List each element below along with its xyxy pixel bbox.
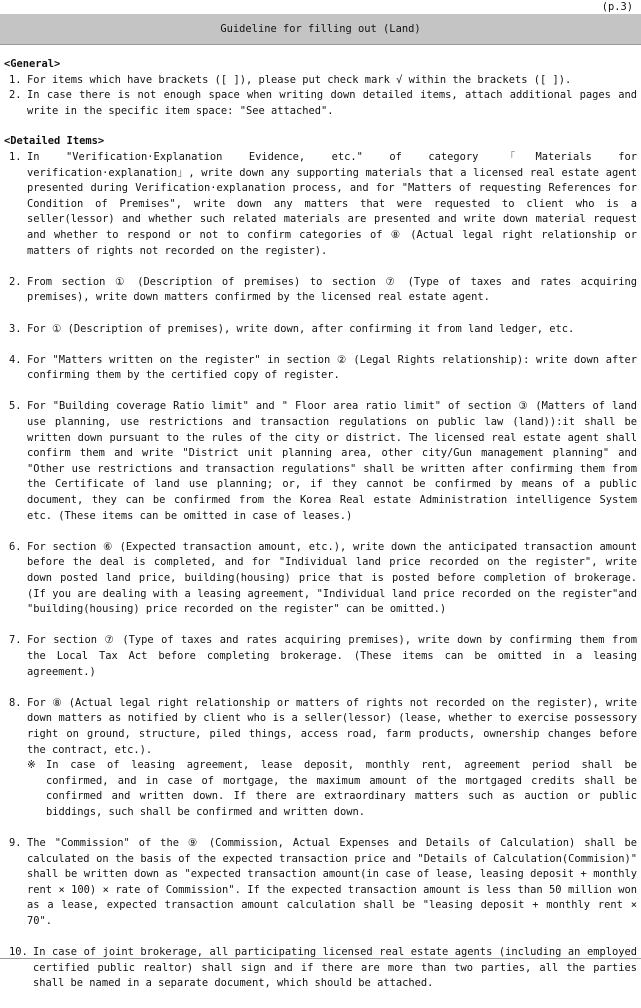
general-list <box>4 73 637 120</box>
list-item: 1. In "Verification·Explanation Evidence, etc." of category 「Materials for verification·explanation」, write down any supporting materials that a licensed real estate agent presented during Verification·explanation process, and for "Matters of requesting References for Condition of Premises", write down any matters that were requested to client who is a seller(lessor) and whether such related materials are presented and write down material request and whether to respond or not to confirm categories of ⑧ (Actual legal right relationship or matters of rights not recorded on the register). <box>9 150 637 257</box>
document-body <box>4 57 637 1008</box>
list-item: 2. In case there is not enough space when writing down detailed items, attach additional pages and write in the specific item space: "See attached". <box>9 89 637 117</box>
note-mark: ※ <box>27 759 36 772</box>
page-bottom-rule <box>0 958 641 959</box>
list-item: 10. In case of joint brokerage, all participating licensed real estate agents (including an employed certified public realtor) shall sign and if there are more than two parties, all the parties shall be named in a separate document, which should be attached. <box>9 946 637 990</box>
note: ※ In case of leasing agreement, lease deposit, monthly rent, agreement period shall be confirmed, and in case of mortgage, the maximum amount of the mortgaged credits shall be confirmed and written down. If there are extraordinary matters such as auction or public biddings, such shall be confirmed and written down. <box>27 759 637 818</box>
detailed-list <box>4 150 637 992</box>
list-item: 4. For "Matters written on the register" in section ② (Legal Rights relationship): write down after confirming them by the certified copy of register. <box>9 353 637 382</box>
page-title: Guideline for filling out (Land) <box>0 14 641 45</box>
list-item: 9. The "Commission" of the ⑨ (Commission, Actual Expenses and Details of Calculation) shall be calculated on the basis of the expected transaction price and "Details of Calculation(Commision)" shall be written down as "expected transaction amount(in case of lease, leasing deposit + monthly rent × 100) × rate of Commission". If the expected transaction amount is less than 50 million won as a lease, expected transaction amount calculation shall be "leasing deposit + monthly rent × 70". <box>9 837 637 928</box>
list-item: 6. For section ⑥ (Expected transaction amount, etc.), write down the anticipated transaction amount before the deal is completed, and for "Individual land price recorded on the register", write down posted land price, building(housing) price that is posted before completion of brokerage. (If you are dealing with a leasing agreement, "Individual land price recorded on the register"and "building(housing) price recorded on the register" can be omitted.) <box>9 540 637 616</box>
list-item: 2. From section ① (Description of premises) to section ⑦ (Type of taxes and rates acquiring premises), write down matters confirmed by the licensed real estate agent. <box>9 275 637 304</box>
list-item: 7. For section ⑦ (Type of taxes and rates acquiring premises), write down by confirming them from the Local Tax Act before completing brokerage. (These items can be omitted in a leasing agreement.) <box>9 634 637 678</box>
list-item: 8. For ⑧ (Actual legal right relationship or matters of rights not recorded on the register), write down matters as notified by client who is a seller(lessor) (lease, whether to exercise possessory right on ground, structure, piled things, access road, farm products, ownership changes before the contract, etc.). ※ In case of leasing agreement, lease deposit, monthly rent, agreement period shall be confirmed, and in case of mortgage, the maximum amount of the mortgaged credits shall be confirmed and written down. If there are extraordinary matters such as auction or public biddings, such shall be confirmed and written down. <box>4 696 637 821</box>
list-item: 3. For ① (Description of premises), write down, after confirming it from land ledger, etc. <box>9 322 575 335</box>
list-item: 1. For items which have brackets ([ ]), please put check mark √ within the brackets ([ ]). <box>9 73 572 86</box>
detailed-heading: <Detailed Items> <box>4 135 105 148</box>
list-item: 5. For "Building coverage Ratio limit" and " Floor area ratio limit" of section ③ (Matters of land use planning, use restrictions and transaction regulations on public law (land)):it shall be written down pursuant to the rules of the city or district. The licensed real estate agent shall confirm them and write "District unit planning area, other city/Gun management planning" and "Other use restrictions and transaction regulations" shall be written after confirming them from the Certificate of land use planning; or, if they cannot be confirmed by means of a public document, they can be confirmed from the Korea Real estate Administration intelligence System etc. (These items can be omitted in case of leases.) <box>9 400 637 522</box>
general-heading: <General> <box>4 58 61 70</box>
page-number: (p.3) <box>601 1 633 13</box>
